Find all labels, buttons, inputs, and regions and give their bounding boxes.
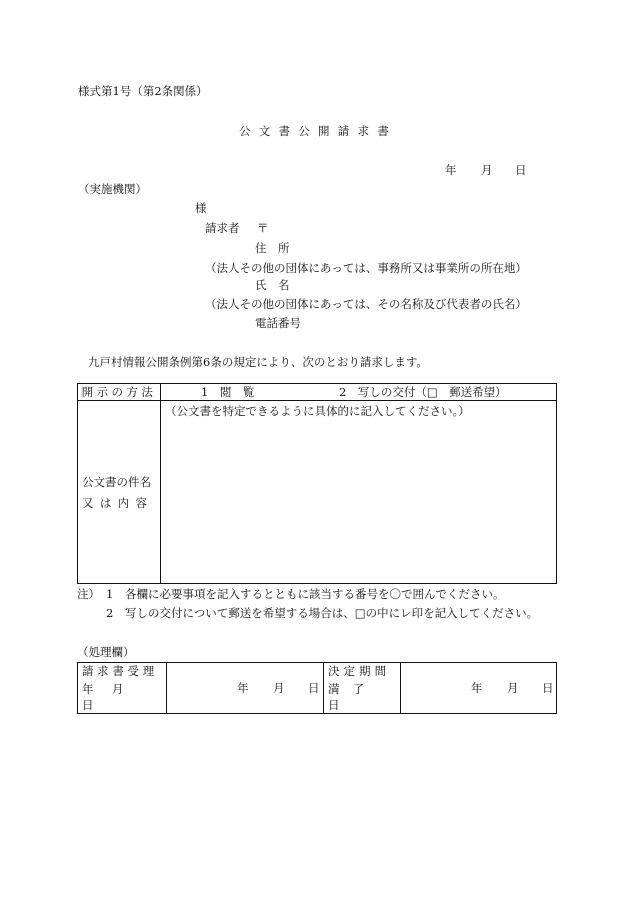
subject-label-cell <box>78 401 161 584</box>
method-option-view[interactable]: 1 閲 覧 <box>201 384 255 399</box>
form-number: 様式第1号（第2条関係） <box>78 84 208 98</box>
date-year: 年 <box>445 163 457 177</box>
decision-month: 月 <box>507 681 519 695</box>
postal-mark: 〒 <box>257 221 269 235</box>
received-label-line2: 年月日 <box>82 682 142 712</box>
subject-hint: （公文書を特定できるように具体的に記入してください。） <box>165 404 470 418</box>
requester-label: 請求者 <box>205 221 240 235</box>
name-label: 氏 名 <box>255 278 290 292</box>
decision-day: 日 <box>542 681 554 695</box>
note2-number: 2 <box>106 606 114 620</box>
note1-text: 各欄に必要事項を記入するとともに該当する番号を〇で囲んでください。 <box>125 587 505 601</box>
decision-label-cell <box>324 663 401 714</box>
received-month: 月 <box>273 681 285 695</box>
received-date-cell[interactable] <box>167 663 324 714</box>
subject-input-cell[interactable] <box>161 401 557 584</box>
date-day: 日 <box>515 163 527 177</box>
notes-prefix: 注） <box>77 587 100 601</box>
subject-label-line1: 公文書の件名 <box>82 474 151 489</box>
note1-number: 1 <box>106 587 114 601</box>
method-row <box>78 384 557 401</box>
method-options-cell[interactable] <box>161 384 557 401</box>
page-title: 公 文 書 公 開 請 求 書 <box>238 124 392 138</box>
honorific: 様 <box>195 201 207 215</box>
phone-label: 電話番号 <box>255 316 301 330</box>
agency-label: （実施機関） <box>78 182 147 196</box>
processing-table <box>77 662 557 714</box>
decision-year: 年 <box>471 681 483 695</box>
method-option-copy[interactable]: 2 写しの交付（□ 郵送希望） <box>339 384 507 399</box>
note2-text: 写しの交付について郵送を希望する場合は、□の中にレ印を記入してください。 <box>125 606 539 620</box>
method-label: 開示の方法 <box>78 384 161 401</box>
decision-label-line1: 決定期間 <box>328 664 391 678</box>
decision-label-line2: 満了日 <box>328 682 378 712</box>
received-day: 日 <box>308 681 320 695</box>
name-note: （法人その他の団体にあっては、その名称及び代表者の氏名） <box>205 297 527 311</box>
subject-label-line2: 又は内容 <box>82 495 154 510</box>
received-year: 年 <box>237 681 249 695</box>
subject-row <box>78 401 557 584</box>
address-label: 住 所 <box>255 241 290 255</box>
request-statement: 九戸村情報公開条例第6条の規定により、次のとおり請求します。 <box>88 355 428 369</box>
received-label-cell <box>78 663 167 714</box>
request-table <box>77 383 557 584</box>
received-label-line1: 請求書受理 <box>82 664 158 678</box>
decision-date-cell[interactable] <box>401 663 557 714</box>
processing-label: （処理欄） <box>77 645 135 659</box>
address-note: （法人その他の団体にあっては、事務所又は事業所の所在地） <box>205 261 527 275</box>
processing-row <box>78 663 557 714</box>
date-month: 月 <box>481 163 493 177</box>
